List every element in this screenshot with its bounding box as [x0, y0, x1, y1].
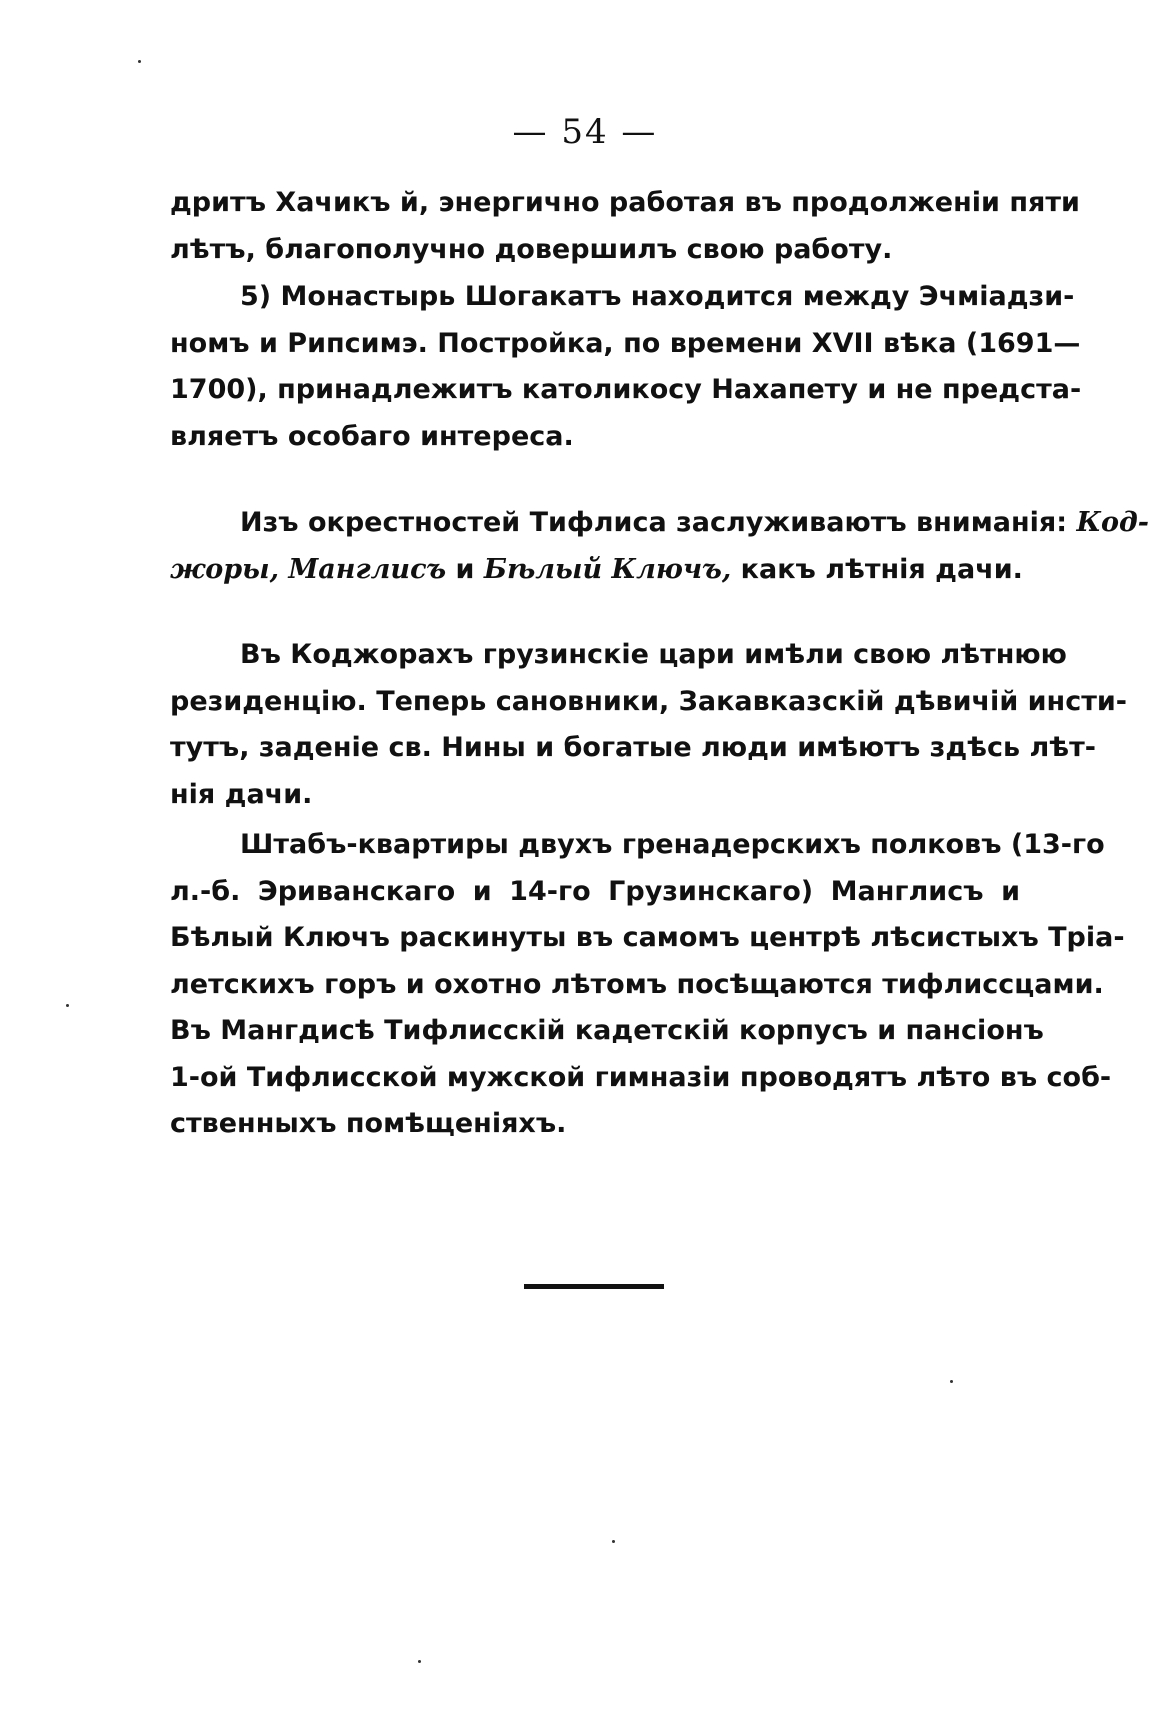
text-line: тутъ, заденіе св. Нины и богатые люди имѣютъ здѣсь лѣт-	[170, 732, 1096, 763]
text-line: 1700), принадлежитъ католикосу Нахапету и не предста-	[170, 374, 1082, 405]
italic-place-name: Код-	[1076, 507, 1150, 538]
text-line: номъ и Рипсимэ. Постройка, по времени XVII вѣка (1691—	[170, 327, 1081, 359]
paragraph-2	[170, 274, 1082, 460]
italic-place-name: жоры,	[170, 553, 280, 585]
text-line: летскихъ горъ и охотно лѣтомъ посѣщаются тифлиссцами.	[170, 968, 1104, 1000]
text-line: 5) Монастырь Шогакатъ находится между Эчміадзи-	[240, 281, 1075, 312]
paragraph-1	[170, 180, 1080, 273]
paper-speck	[612, 1540, 615, 1543]
text-line: 1-ой Тифлисской мужской гимназіи проводятъ лѣто въ соб-	[170, 1061, 1112, 1093]
paragraph-4	[170, 632, 1127, 818]
section-end-rule	[524, 1284, 664, 1289]
italic-place-name: Манглисъ	[288, 553, 447, 585]
paper-speck	[138, 60, 141, 63]
paper-speck	[418, 1660, 421, 1663]
text-line: Бѣлый Ключъ раскинуты въ самомъ центрѣ лѣсистыхъ Тріа-	[170, 922, 1125, 953]
paper-speck	[66, 1004, 69, 1007]
text-line: лѣтъ, благополучно довершилъ свою работу.	[170, 233, 893, 265]
text-line: резиденцію. Теперь сановники, Закавказскій дѣвичій инсти-	[170, 685, 1127, 717]
text-line: вляетъ особаго интереса.	[170, 420, 574, 452]
paper-speck	[950, 1380, 953, 1383]
text-line	[170, 547, 1023, 594]
text-line: дритъ Хачикъ й, энергично работая въ продолженіи пяти	[170, 187, 1080, 218]
italic-place-name: Бѣлый Ключъ,	[483, 553, 732, 585]
text-span: какъ лѣтнія дачи.	[740, 553, 1023, 585]
text-span: и	[455, 553, 475, 585]
text-line: Въ Мангдисѣ Тифлисскій кадетскій корпусъ и пансіонъ	[170, 1015, 1044, 1046]
text-line: нія дачи.	[170, 778, 313, 810]
text-line: л.-б. Эриванскаго и 14-го Грузинскаго) Манглисъ и	[170, 875, 1020, 907]
text-line	[170, 500, 1150, 547]
paragraph-3	[170, 500, 1150, 593]
text-line: Штабъ-квартиры двухъ гренадерскихъ полковъ (13-го	[240, 829, 1105, 860]
text-line: Въ Коджорахъ грузинскіе цари имѣли свою лѣтнюю	[240, 639, 1067, 670]
paragraph-5	[170, 822, 1125, 1148]
text-span: Изъ окрестностей Тифлиса заслуживаютъ вниманія:	[240, 507, 1068, 538]
page-number: — 54 —	[512, 112, 658, 152]
text-line: ственныхъ помѣщеніяхъ.	[170, 1108, 567, 1139]
